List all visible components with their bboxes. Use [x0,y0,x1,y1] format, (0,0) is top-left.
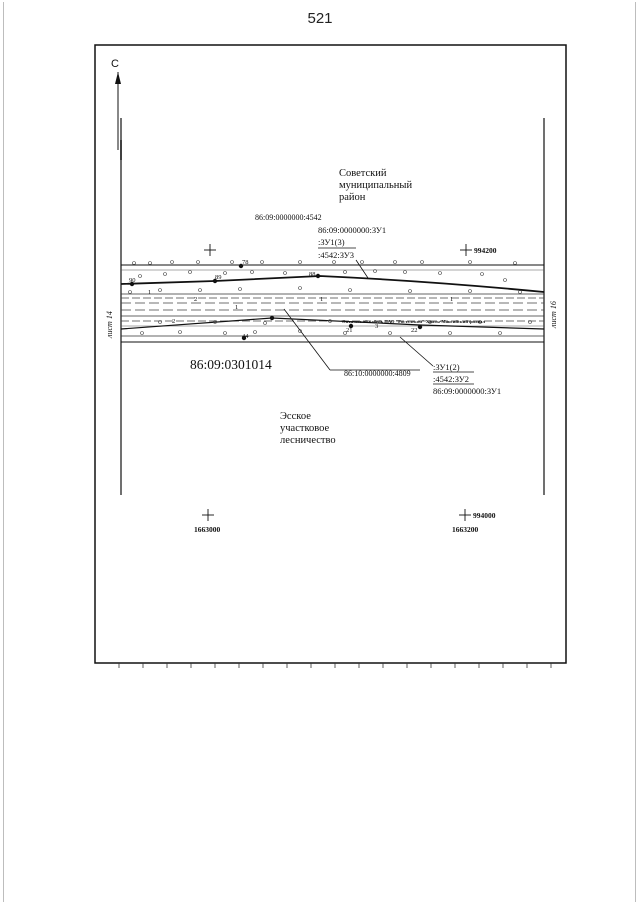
sheet-left-label: лист 14 [105,311,114,338]
point-label: 21 [346,327,353,334]
point-label: 1 [148,289,152,296]
cable-label: Оптический кабель ПАО "Ростелеком" Ханты-Мансийский филиал [342,319,486,324]
svg-text:Советский: Советский [339,168,387,179]
boundary-points [130,264,422,340]
svg-text:86:09:0000000:ЗУ1: 86:09:0000000:ЗУ1 [318,225,387,235]
coord-y-top: 994200 [474,246,497,255]
north-label: С [111,58,119,70]
coord-y-bottom: 994000 [473,511,496,520]
point-label: 2 [172,318,176,325]
svg-text::ЗУ1(3): :ЗУ1(3) [318,237,345,247]
bottom-callout [400,337,501,396]
svg-text:Эсское: Эсское [280,411,311,422]
point-label: 1 [320,296,324,303]
grid-crosses [202,244,472,521]
point-label: 78 [242,259,249,266]
svg-text::4542:ЗУ3: :4542:ЗУ3 [318,250,355,260]
point-label: 89 [215,274,222,281]
parcel-label-4542: 86:09:0000000:4542 [255,213,322,222]
map-frame [95,45,566,663]
sheet-right-label: лист 16 [549,301,558,328]
point-label: 1 [450,296,454,303]
coord-x-right: 1663200 [452,525,479,534]
point-label: 44 [242,333,249,340]
coord-x-left: 1663000 [194,525,221,534]
svg-text:86:10:0000000:4809: 86:10:0000000:4809 [344,369,411,378]
svg-text::ЗУ1(2): :ЗУ1(2) [433,362,460,372]
point-label: 88 [309,271,316,278]
svg-text::4542:ЗУ2: :4542:ЗУ2 [433,374,470,384]
forestry-label [280,411,336,446]
district-label [339,168,412,203]
point-labels [129,259,453,340]
page-number: 521 [307,10,333,27]
point-label: 22 [411,327,418,334]
point-label: 1 [235,304,239,311]
svg-text:муниципальный: муниципальный [339,180,413,191]
point-label: 90 [129,277,136,284]
svg-text:район: район [339,192,366,203]
point-label: 2 [194,296,198,303]
point-label: 3 [375,323,379,330]
block-number: 86:09:0301014 [190,357,272,372]
corridor-band [121,265,544,342]
svg-text:лесничество: лесничество [280,435,336,446]
svg-text:86:09:0000000:ЗУ1: 86:09:0000000:ЗУ1 [433,386,502,396]
svg-text:участковое: участковое [280,423,330,434]
north-arrow [111,58,121,150]
